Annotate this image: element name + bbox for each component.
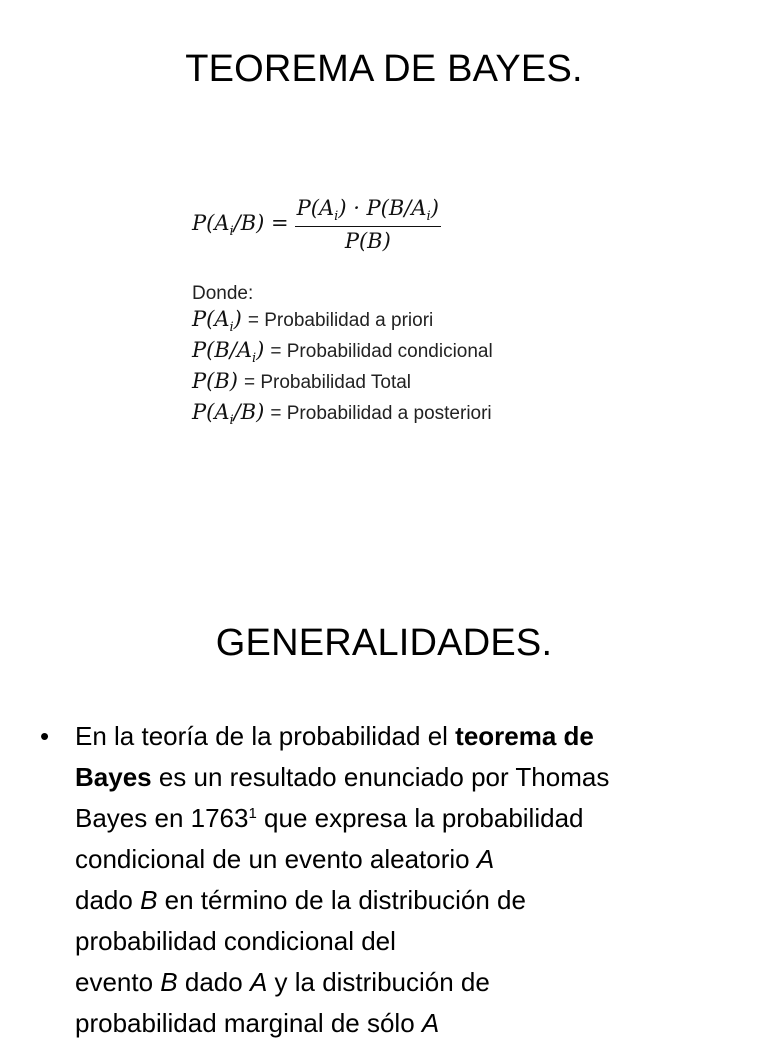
- equation-denominator: P(B): [344, 229, 391, 253]
- legend-row-posterior: $P(A_i/B)$ = Probabilidad a posteriori: [192, 399, 492, 428]
- slide-title-bayes: TEOREMA DE BAYES.: [185, 48, 583, 90]
- bayes-formula: [192, 196, 493, 429]
- legend-row-conditional: $P(B/A_i)$ = Probabilidad condicional: [192, 337, 493, 366]
- bullet-marker: •: [40, 721, 50, 751]
- equation-lhs: $P(A_i/B)$ =: [192, 210, 289, 239]
- main-equation: [192, 196, 493, 253]
- equation-fraction: [295, 196, 441, 253]
- legend-row-prior: $P(A_i)$ = Probabilidad a priori: [192, 306, 434, 335]
- slide-title-generalidades: GENERALIDADES.: [215, 622, 553, 664]
- footnote-marker: 1: [248, 805, 257, 822]
- equation-numerator: $P(A_i) \cdot P(B/A_i)$: [295, 196, 441, 227]
- formula-legend: [192, 283, 493, 429]
- bullet-list: [40, 716, 740, 1044]
- legend-row-total: P(B) = Probabilidad Total: [192, 368, 412, 393]
- bullet-paragraph: En la teoría de la probabilidad el teorema de Bayes es un resultado enunciado por Thomas Bayes en 1763$^1$ que expresa la probabilidad condicional de un evento aleatorio A dado B en término de la distribución de probabilidad condicional del evento B dado A y la distribución de probabilidad marginal de sólo A: [75, 721, 610, 1038]
- list-item: [40, 716, 740, 1044]
- legend-heading: Donde:: [192, 283, 254, 304]
